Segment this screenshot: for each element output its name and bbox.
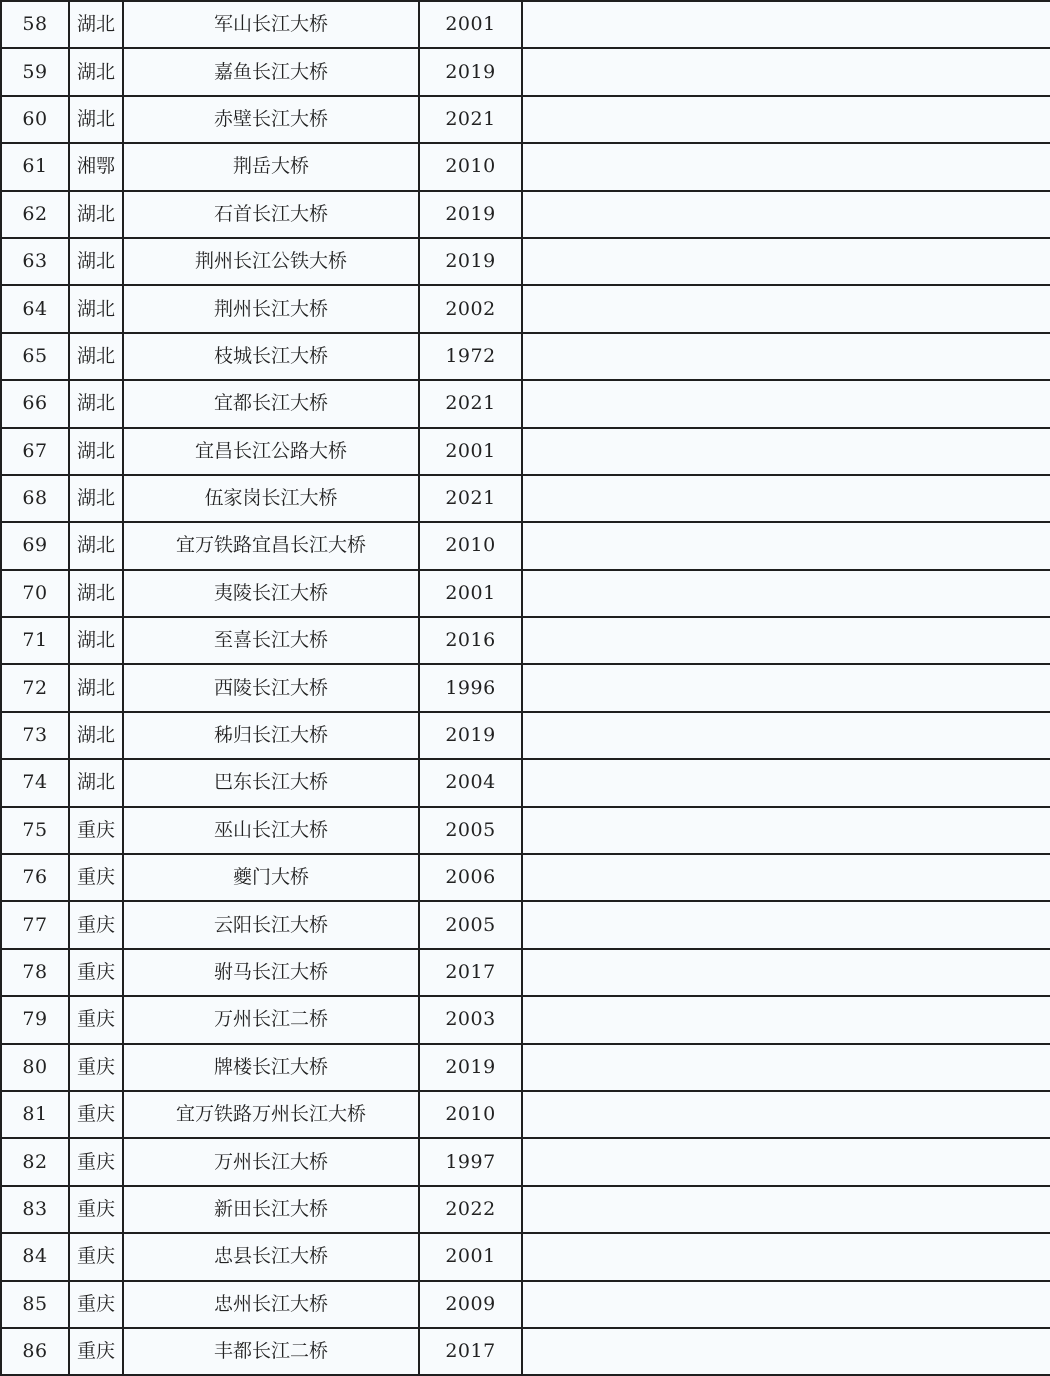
bridge-name-cell: 巴东长江大桥 xyxy=(123,759,419,806)
province-cell: 湖北 xyxy=(69,48,123,95)
row-number-cell: 71 xyxy=(1,617,69,664)
table-row xyxy=(1,191,1050,238)
bridge-name-cell: 荆岳大桥 xyxy=(123,143,419,190)
year-cell: 2022 xyxy=(419,1186,522,1233)
province-cell: 重庆 xyxy=(69,807,123,854)
province-cell: 湖北 xyxy=(69,712,123,759)
bridge-name-cell: 夔门大桥 xyxy=(123,854,419,901)
table-row xyxy=(1,901,1050,948)
province-cell: 重庆 xyxy=(69,1186,123,1233)
bridge-name-cell: 宜万铁路万州长江大桥 xyxy=(123,1091,419,1138)
row-number-cell: 73 xyxy=(1,712,69,759)
row-number-cell: 63 xyxy=(1,238,69,285)
bridge-name-cell: 驸马长江大桥 xyxy=(123,949,419,996)
table-row xyxy=(1,48,1050,95)
year-cell: 2010 xyxy=(419,1091,522,1138)
year-cell: 2002 xyxy=(419,285,522,332)
bridge-name-cell: 宜万铁路宜昌长江大桥 xyxy=(123,522,419,569)
year-cell: 2004 xyxy=(419,759,522,806)
year-cell: 1972 xyxy=(419,333,522,380)
table-row xyxy=(1,712,1050,759)
year-cell: 2001 xyxy=(419,1,522,48)
province-cell: 重庆 xyxy=(69,949,123,996)
province-cell: 湖北 xyxy=(69,238,123,285)
year-cell: 2016 xyxy=(419,617,522,664)
province-cell: 湖北 xyxy=(69,475,123,522)
row-number-cell: 59 xyxy=(1,48,69,95)
year-cell: 2001 xyxy=(419,428,522,475)
year-cell: 2010 xyxy=(419,143,522,190)
row-number-cell: 69 xyxy=(1,522,69,569)
bridge-name-cell: 万州长江二桥 xyxy=(123,996,419,1043)
province-cell: 重庆 xyxy=(69,1281,123,1328)
table-row xyxy=(1,380,1050,427)
row-number-cell: 74 xyxy=(1,759,69,806)
table-row xyxy=(1,1138,1050,1185)
note-cell xyxy=(522,1091,1050,1138)
bridge-name-cell: 夷陵长江大桥 xyxy=(123,570,419,617)
province-cell: 湖北 xyxy=(69,96,123,143)
note-cell xyxy=(522,143,1050,190)
bridge-name-cell: 军山长江大桥 xyxy=(123,1,419,48)
table-row xyxy=(1,996,1050,1043)
province-cell: 湖北 xyxy=(69,191,123,238)
bridge-name-cell: 石首长江大桥 xyxy=(123,191,419,238)
note-cell xyxy=(522,1186,1050,1233)
note-cell xyxy=(522,522,1050,569)
note-cell xyxy=(522,759,1050,806)
bridge-name-cell: 忠县长江大桥 xyxy=(123,1233,419,1280)
note-cell xyxy=(522,428,1050,475)
table-row xyxy=(1,617,1050,664)
row-number-cell: 76 xyxy=(1,854,69,901)
row-number-cell: 58 xyxy=(1,1,69,48)
row-number-cell: 70 xyxy=(1,570,69,617)
row-number-cell: 65 xyxy=(1,333,69,380)
province-cell: 湖北 xyxy=(69,617,123,664)
note-cell xyxy=(522,712,1050,759)
row-number-cell: 83 xyxy=(1,1186,69,1233)
province-cell: 重庆 xyxy=(69,854,123,901)
bridge-name-cell: 宜都长江大桥 xyxy=(123,380,419,427)
table-row xyxy=(1,522,1050,569)
year-cell: 2021 xyxy=(419,380,522,427)
note-cell xyxy=(522,1233,1050,1280)
province-cell: 湖北 xyxy=(69,333,123,380)
bridge-name-cell: 荆州长江大桥 xyxy=(123,285,419,332)
bridge-name-cell: 云阳长江大桥 xyxy=(123,901,419,948)
note-cell xyxy=(522,1328,1050,1375)
note-cell xyxy=(522,96,1050,143)
province-cell: 湖北 xyxy=(69,759,123,806)
row-number-cell: 85 xyxy=(1,1281,69,1328)
bridge-name-cell: 秭归长江大桥 xyxy=(123,712,419,759)
note-cell xyxy=(522,191,1050,238)
table-row xyxy=(1,238,1050,285)
table-row xyxy=(1,854,1050,901)
year-cell: 1996 xyxy=(419,664,522,711)
table-row xyxy=(1,96,1050,143)
bridge-name-cell: 赤壁长江大桥 xyxy=(123,96,419,143)
row-number-cell: 64 xyxy=(1,285,69,332)
province-cell: 重庆 xyxy=(69,1044,123,1091)
bridge-name-cell: 牌楼长江大桥 xyxy=(123,1044,419,1091)
bridge-name-cell: 嘉鱼长江大桥 xyxy=(123,48,419,95)
row-number-cell: 84 xyxy=(1,1233,69,1280)
province-cell: 湖北 xyxy=(69,285,123,332)
year-cell: 2019 xyxy=(419,48,522,95)
bridge-name-cell: 巫山长江大桥 xyxy=(123,807,419,854)
table-row xyxy=(1,1,1050,48)
row-number-cell: 81 xyxy=(1,1091,69,1138)
province-cell: 湖北 xyxy=(69,1,123,48)
province-cell: 湖北 xyxy=(69,380,123,427)
note-cell xyxy=(522,333,1050,380)
note-cell xyxy=(522,617,1050,664)
bridge-name-cell: 枝城长江大桥 xyxy=(123,333,419,380)
year-cell: 2010 xyxy=(419,522,522,569)
province-cell: 重庆 xyxy=(69,1091,123,1138)
year-cell: 2009 xyxy=(419,1281,522,1328)
row-number-cell: 68 xyxy=(1,475,69,522)
table-row xyxy=(1,664,1050,711)
year-cell: 2005 xyxy=(419,901,522,948)
row-number-cell: 77 xyxy=(1,901,69,948)
bridge-name-cell: 丰都长江二桥 xyxy=(123,1328,419,1375)
year-cell: 2019 xyxy=(419,1044,522,1091)
table-row xyxy=(1,333,1050,380)
year-cell: 2003 xyxy=(419,996,522,1043)
year-cell: 2001 xyxy=(419,570,522,617)
note-cell xyxy=(522,475,1050,522)
table-row xyxy=(1,428,1050,475)
province-cell: 湖北 xyxy=(69,428,123,475)
year-cell: 2017 xyxy=(419,1328,522,1375)
table-row xyxy=(1,475,1050,522)
note-cell xyxy=(522,380,1050,427)
province-cell: 重庆 xyxy=(69,901,123,948)
table-row xyxy=(1,1091,1050,1138)
bridge-name-cell: 至喜长江大桥 xyxy=(123,617,419,664)
table-row xyxy=(1,143,1050,190)
table-row xyxy=(1,1233,1050,1280)
year-cell: 2019 xyxy=(419,238,522,285)
year-cell: 2001 xyxy=(419,1233,522,1280)
province-cell: 重庆 xyxy=(69,1138,123,1185)
row-number-cell: 79 xyxy=(1,996,69,1043)
province-cell: 湖北 xyxy=(69,522,123,569)
year-cell: 2019 xyxy=(419,712,522,759)
table-row xyxy=(1,949,1050,996)
row-number-cell: 86 xyxy=(1,1328,69,1375)
province-cell: 湖北 xyxy=(69,570,123,617)
table-row xyxy=(1,285,1050,332)
table-row xyxy=(1,1044,1050,1091)
province-cell: 重庆 xyxy=(69,1233,123,1280)
row-number-cell: 82 xyxy=(1,1138,69,1185)
note-cell xyxy=(522,48,1050,95)
year-cell: 2017 xyxy=(419,949,522,996)
province-cell: 湖北 xyxy=(69,664,123,711)
province-cell: 重庆 xyxy=(69,996,123,1043)
row-number-cell: 61 xyxy=(1,143,69,190)
row-number-cell: 60 xyxy=(1,96,69,143)
note-cell xyxy=(522,1,1050,48)
table-row xyxy=(1,1328,1050,1375)
bridge-name-cell: 西陵长江大桥 xyxy=(123,664,419,711)
table-row xyxy=(1,759,1050,806)
row-number-cell: 62 xyxy=(1,191,69,238)
note-cell xyxy=(522,996,1050,1043)
table-row xyxy=(1,807,1050,854)
note-cell xyxy=(522,949,1050,996)
bridge-name-cell: 新田长江大桥 xyxy=(123,1186,419,1233)
year-cell: 2019 xyxy=(419,191,522,238)
note-cell xyxy=(522,570,1050,617)
note-cell xyxy=(522,854,1050,901)
row-number-cell: 78 xyxy=(1,949,69,996)
row-number-cell: 75 xyxy=(1,807,69,854)
bridge-name-cell: 忠州长江大桥 xyxy=(123,1281,419,1328)
row-number-cell: 80 xyxy=(1,1044,69,1091)
bridge-name-cell: 荆州长江公铁大桥 xyxy=(123,238,419,285)
note-cell xyxy=(522,807,1050,854)
note-cell xyxy=(522,1138,1050,1185)
province-cell: 重庆 xyxy=(69,1328,123,1375)
table-row xyxy=(1,1281,1050,1328)
year-cell: 2021 xyxy=(419,96,522,143)
row-number-cell: 72 xyxy=(1,664,69,711)
year-cell: 1997 xyxy=(419,1138,522,1185)
table-row xyxy=(1,1186,1050,1233)
note-cell xyxy=(522,285,1050,332)
table-body xyxy=(1,1,1050,1375)
row-number-cell: 67 xyxy=(1,428,69,475)
note-cell xyxy=(522,238,1050,285)
bridge-name-cell: 万州长江大桥 xyxy=(123,1138,419,1185)
row-number-cell: 66 xyxy=(1,380,69,427)
year-cell: 2021 xyxy=(419,475,522,522)
table-row xyxy=(1,570,1050,617)
province-cell: 湘鄂 xyxy=(69,143,123,190)
note-cell xyxy=(522,1281,1050,1328)
note-cell xyxy=(522,1044,1050,1091)
note-cell xyxy=(522,901,1050,948)
bridge-name-cell: 伍家岗长江大桥 xyxy=(123,475,419,522)
note-cell xyxy=(522,664,1050,711)
year-cell: 2006 xyxy=(419,854,522,901)
bridge-name-cell: 宜昌长江公路大桥 xyxy=(123,428,419,475)
year-cell: 2005 xyxy=(419,807,522,854)
